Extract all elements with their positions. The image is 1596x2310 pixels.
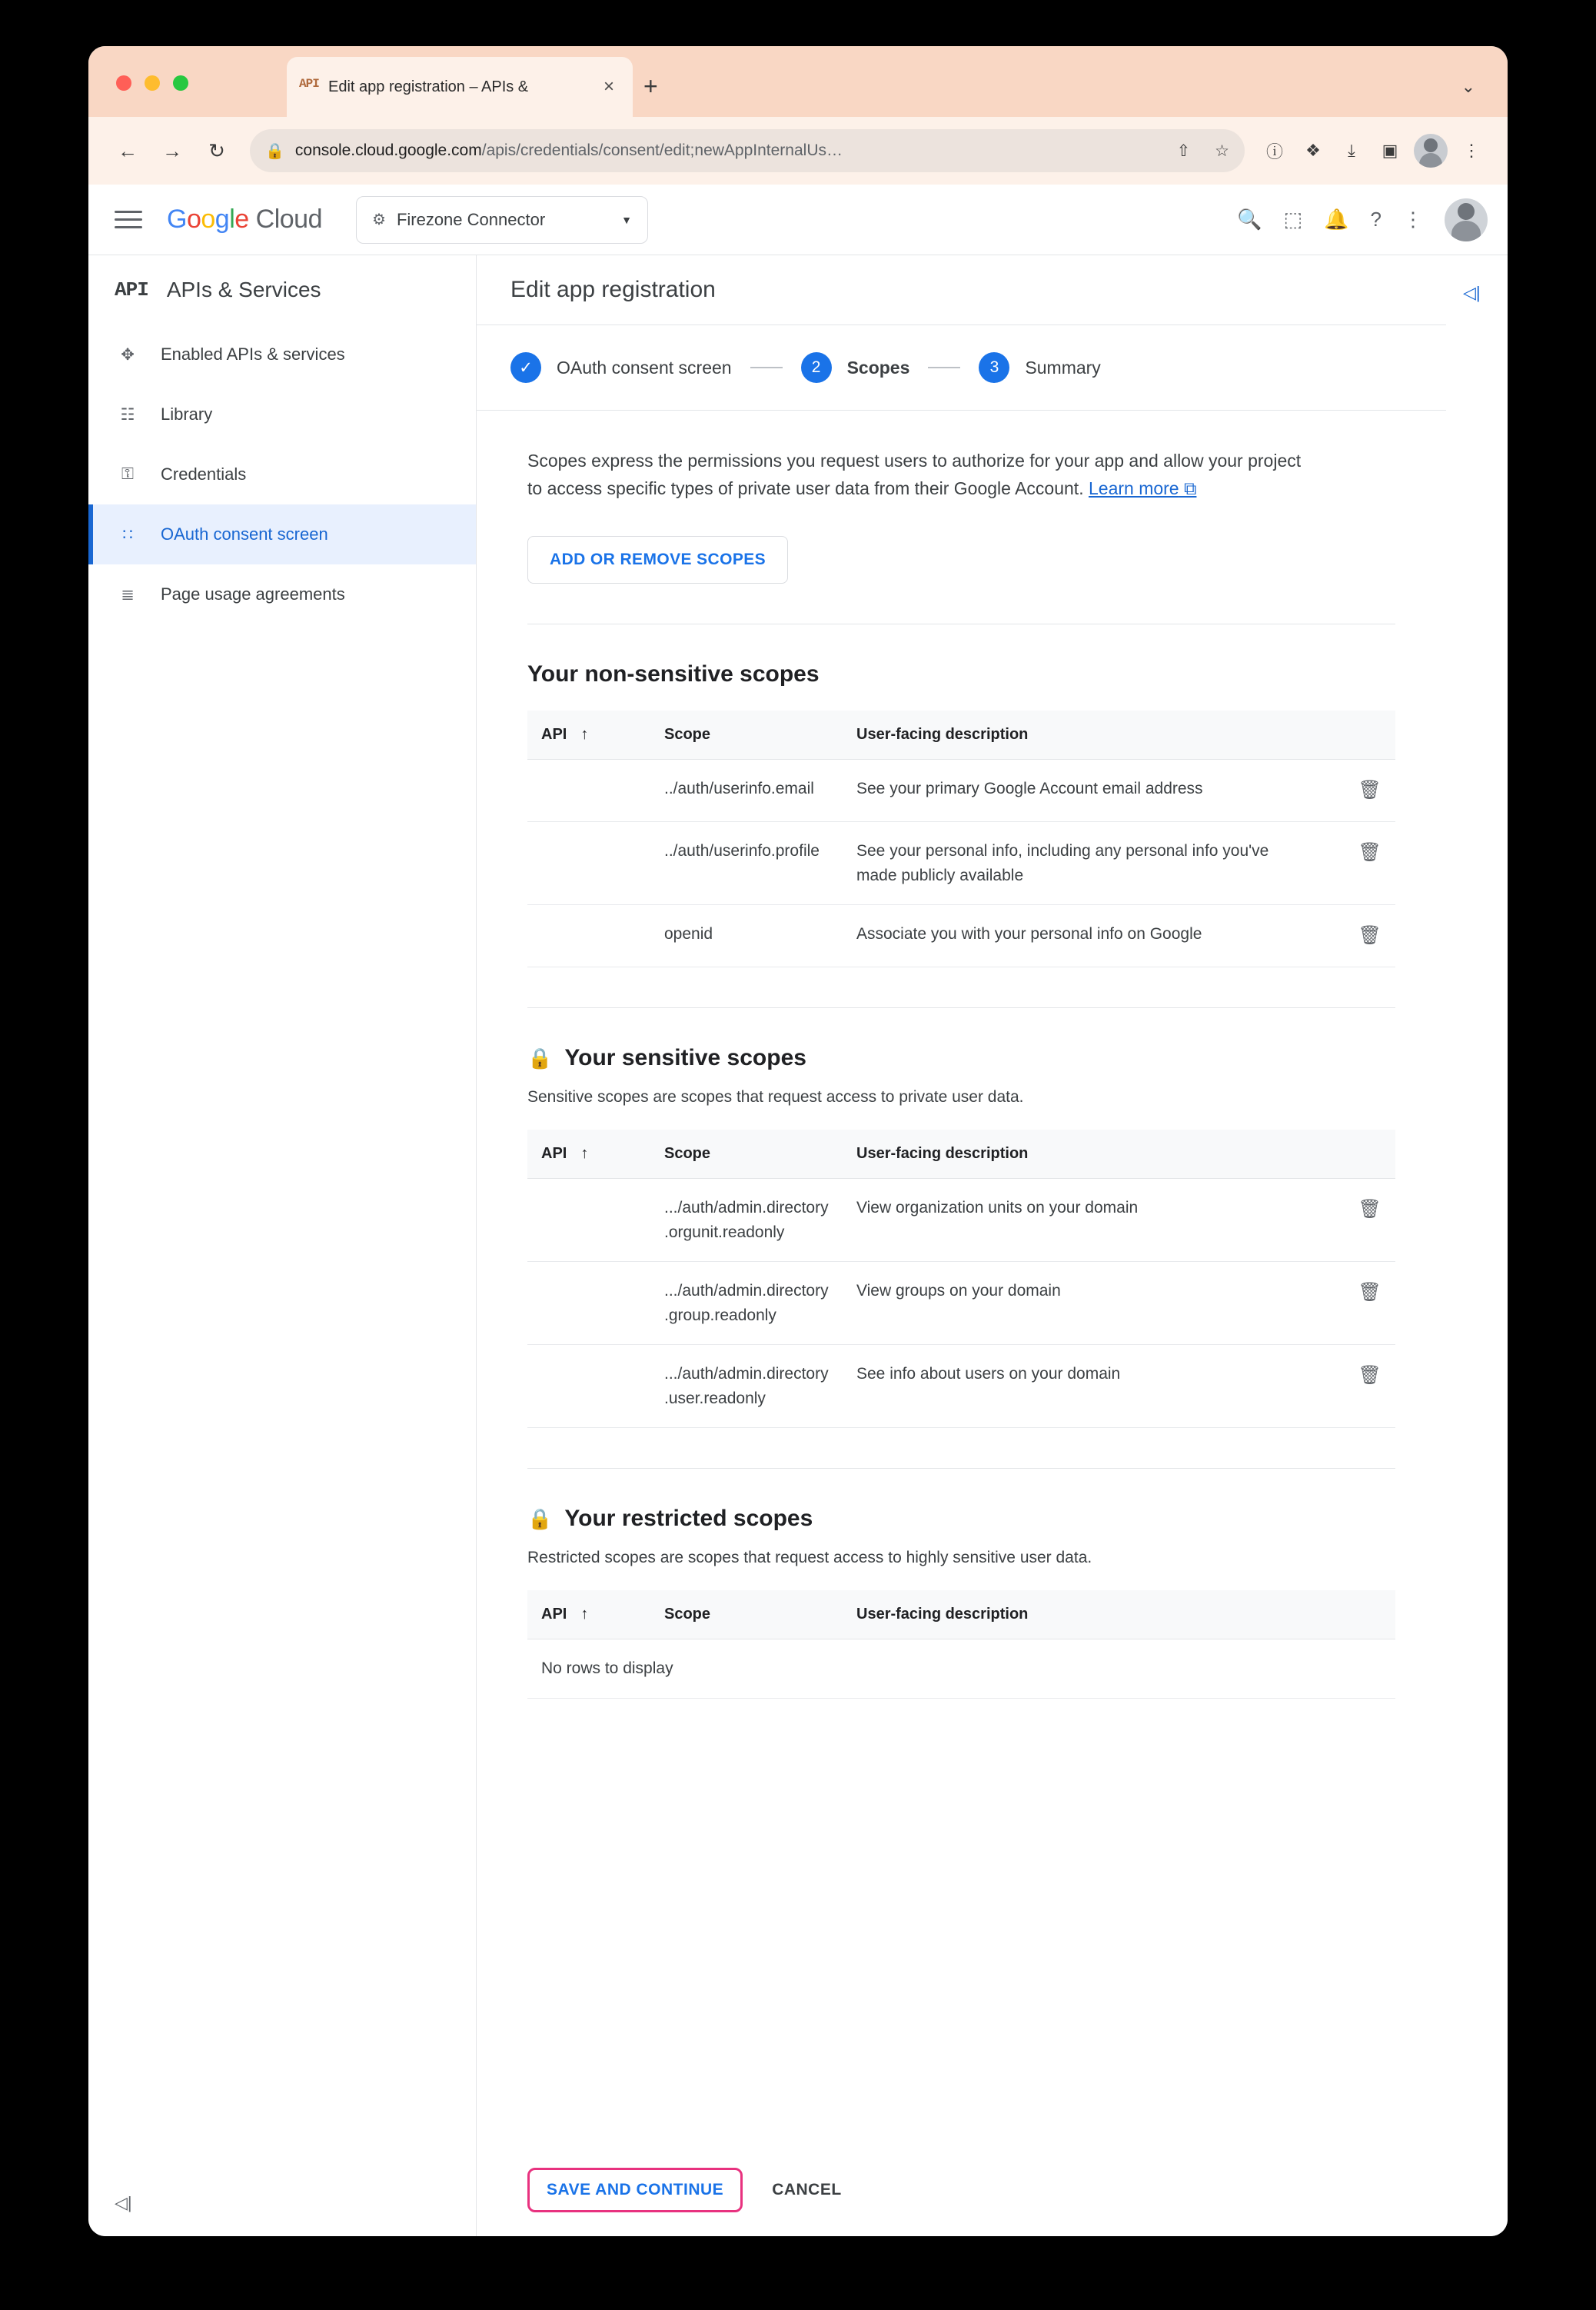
reload-button[interactable]: ↻ <box>208 138 225 162</box>
step-summary[interactable] <box>979 352 1100 383</box>
column-label: API <box>541 726 567 744</box>
delete-icon[interactable]: 🗑 <box>1358 842 1382 864</box>
table-header-row <box>527 1130 1395 1179</box>
sidebar <box>88 255 477 2236</box>
divider <box>750 367 783 368</box>
table-header-row <box>527 1590 1395 1639</box>
back-button[interactable]: ← <box>118 138 138 162</box>
cell-delete <box>1311 905 1395 967</box>
cell-scope: .../auth/admin.directory.group.readonly <box>650 1262 843 1345</box>
more-options-icon[interactable]: ⋮ <box>1403 208 1423 231</box>
cell-delete <box>1311 1179 1395 1262</box>
right-pane-toggle <box>1446 255 1508 2236</box>
delete-icon[interactable]: 🗑 <box>1358 925 1382 947</box>
restricted-scopes-table <box>527 1590 1395 1699</box>
column-header-description[interactable]: User-facing description <box>843 1130 1311 1179</box>
key-icon: ⚿ <box>121 465 134 483</box>
sidebar-item-label: Page usage agreements <box>161 584 345 604</box>
column-header-actions <box>1311 1590 1395 1639</box>
library-icon: ☷ <box>120 405 135 424</box>
delete-icon[interactable]: 🗑 <box>1358 1282 1382 1303</box>
sidebar-item-oauth-consent-screen[interactable] <box>88 504 476 564</box>
cell-description: View groups on your domain <box>843 1262 1311 1345</box>
help-icon[interactable]: ? <box>1370 208 1382 231</box>
sidebar-item-label: Credentials <box>161 464 247 484</box>
sidebar-item-credentials[interactable] <box>88 444 476 504</box>
table-row <box>527 822 1395 905</box>
delete-icon[interactable]: 🗑 <box>1358 780 1382 801</box>
search-icon[interactable]: 🔍 <box>1237 208 1262 231</box>
learn-more-label: Learn more <box>1088 478 1179 498</box>
cell-scope: .../auth/admin.directory.user.readonly <box>650 1345 843 1428</box>
agreements-icon: ≣ <box>121 585 135 604</box>
save-and-continue-button[interactable] <box>527 2168 743 2212</box>
external-link-icon: ⧉ <box>1184 478 1197 498</box>
close-icon[interactable]: × <box>603 76 614 97</box>
add-or-remove-scopes-button[interactable] <box>527 536 788 584</box>
restricted-scopes-heading <box>527 1506 1412 1532</box>
sidebar-item-label: OAuth consent screen <box>161 524 328 544</box>
lock-icon: 🔒 <box>265 142 284 160</box>
column-header-api[interactable] <box>527 1590 650 1639</box>
close-window-button[interactable] <box>116 75 131 91</box>
column-label: API <box>541 1606 567 1623</box>
column-header-api[interactable] <box>527 711 650 760</box>
column-header-scope[interactable]: Scope <box>650 1130 843 1179</box>
cell-scope: .../auth/admin.directory.orgunit.readonly <box>650 1179 843 1262</box>
collapse-pane-icon[interactable]: ◁| <box>1463 283 1481 302</box>
cloud-shell-icon[interactable]: ⬚ <box>1283 208 1303 231</box>
cell-description: See info about users on your domain <box>843 1345 1311 1428</box>
cell-description: See your primary Google Account email address <box>843 760 1311 822</box>
cell-api <box>527 1345 650 1428</box>
sensitive-scopes-heading <box>527 1045 1412 1071</box>
cell-scope: openid <box>650 905 843 967</box>
step-scopes[interactable] <box>801 352 910 383</box>
cell-scope: ../auth/userinfo.profile <box>650 822 843 905</box>
cell-scope: ../auth/userinfo.email <box>650 760 843 822</box>
chevron-down-icon[interactable]: ⌄ <box>1461 77 1475 96</box>
step-label: Summary <box>1025 357 1101 378</box>
forward-button[interactable]: → <box>162 138 182 162</box>
side-panel-icon[interactable]: ▣ <box>1382 141 1398 160</box>
browser-tab[interactable] <box>287 57 633 117</box>
new-tab-button[interactable]: + <box>643 72 658 100</box>
header-actions <box>1237 198 1488 241</box>
divider <box>527 1468 1395 1469</box>
url-host: console.cloud.google.com <box>294 141 482 159</box>
info-icon[interactable]: ⓘ <box>1265 141 1283 161</box>
sidebar-item-label: Enabled APIs & services <box>161 345 345 364</box>
cell-description: See your personal info, including any personal info you've made publicly available <box>843 822 1311 905</box>
column-header-api[interactable] <box>527 1130 650 1179</box>
api-favicon-icon: API <box>299 77 319 91</box>
url-path: /apis/credentials/consent/edit;newAppInternalUs… <box>481 141 843 159</box>
cell-api <box>527 905 650 967</box>
divider <box>527 1007 1395 1008</box>
column-header-actions <box>1311 1130 1395 1179</box>
google-cloud-logo[interactable]: Google Cloud <box>167 205 322 234</box>
column-header-scope[interactable]: Scope <box>650 1590 843 1639</box>
sidebar-item-page-usage-agreements[interactable] <box>88 564 476 624</box>
restricted-scopes-description: Restricted scopes are scopes that request access to highly sensitive user data. <box>527 1549 1092 1567</box>
step-number: 2 <box>801 352 832 383</box>
url-text <box>295 141 843 160</box>
sort-ascending-icon: ↑ <box>580 726 589 744</box>
scopes-intro <box>527 448 1304 502</box>
sort-ascending-icon: ↑ <box>580 1606 589 1623</box>
column-header-scope[interactable]: Scope <box>650 711 843 760</box>
browser-toolbar <box>88 117 1508 185</box>
bookmark-star-icon[interactable]: ☆ <box>1215 141 1229 160</box>
page-title: Edit app registration <box>510 277 716 302</box>
cloud-console-header <box>88 185 1508 255</box>
tab-strip <box>88 46 1508 117</box>
step-label: OAuth consent screen <box>557 357 732 378</box>
step-number: 3 <box>979 352 1009 383</box>
delete-icon[interactable]: 🗑 <box>1358 1199 1382 1220</box>
logo-cloud-text: Cloud <box>255 205 322 234</box>
sensitive-scopes-table <box>527 1130 1395 1428</box>
non-sensitive-scopes-heading: Your non-sensitive scopes <box>527 661 820 687</box>
consent-screen-icon: ∷ <box>122 525 133 544</box>
table-row <box>527 905 1395 967</box>
cell-api <box>527 1179 650 1262</box>
cancel-button[interactable] <box>772 2181 842 2199</box>
sidebar-item-label: Library <box>161 404 213 424</box>
sensitive-scopes-description: Sensitive scopes are scopes that request access to private user data. <box>527 1088 1024 1107</box>
profile-avatar[interactable] <box>1414 134 1448 168</box>
save-and-continue-label: SAVE AND CONTINUE <box>547 2181 724 2198</box>
table-empty-row <box>527 1639 1395 1699</box>
minimize-window-button[interactable] <box>145 75 160 91</box>
api-icon: API <box>115 278 148 301</box>
window-controls[interactable] <box>116 75 188 91</box>
cell-api <box>527 822 650 905</box>
sidebar-item-enabled-apis[interactable] <box>88 325 476 384</box>
maximize-window-button[interactable] <box>173 75 188 91</box>
no-rows-label: No rows to display <box>527 1639 1395 1699</box>
main-content <box>477 255 1446 2236</box>
divider <box>928 367 960 368</box>
table-row <box>527 760 1395 822</box>
column-header-description[interactable]: User-facing description <box>843 711 1311 760</box>
sidebar-product-name: APIs & Services <box>166 278 321 301</box>
add-or-remove-scopes-label: ADD OR REMOVE SCOPES <box>550 551 766 569</box>
collapse-sidebar-icon[interactable]: ◁| <box>115 2193 132 2212</box>
delete-icon[interactable]: 🗑 <box>1358 1365 1382 1386</box>
cell-delete <box>1311 760 1395 822</box>
project-icon: ⚙ <box>372 211 386 228</box>
table-row <box>527 1179 1395 1262</box>
chevron-down-icon: ▼ <box>621 213 632 226</box>
share-icon[interactable]: ⇧ <box>1176 141 1191 160</box>
account-avatar[interactable] <box>1445 198 1488 241</box>
lock-icon: 🔒 <box>527 1046 553 1070</box>
cell-delete <box>1311 1345 1395 1428</box>
project-name: Firezone Connector <box>396 209 546 229</box>
cell-delete <box>1311 822 1395 905</box>
scopes-scroll-area[interactable] <box>477 411 1446 2144</box>
column-header-description[interactable]: User-facing description <box>843 1590 1311 1639</box>
lock-icon: 🔒 <box>527 1506 553 1530</box>
non-sensitive-scopes-table <box>527 711 1395 967</box>
step-label: Scopes <box>846 357 910 378</box>
apis-icon: ✥ <box>121 345 135 364</box>
column-header-actions <box>1311 711 1395 760</box>
cell-delete <box>1311 1262 1395 1345</box>
console-body <box>88 255 1508 2236</box>
downloads-icon[interactable]: ⤓ <box>1348 141 1355 160</box>
browser-menu-icon[interactable]: ⋮ <box>1463 141 1480 160</box>
browser-window <box>88 46 1508 2236</box>
cancel-label: CANCEL <box>772 2181 842 2198</box>
sidebar-item-library[interactable] <box>88 384 476 444</box>
sort-ascending-icon: ↑ <box>580 1145 589 1163</box>
address-bar[interactable] <box>250 129 1245 172</box>
step-number: ✓ <box>510 352 541 383</box>
step-oauth-consent-screen[interactable] <box>510 352 732 383</box>
restricted-scopes-heading-label: Your restricted scopes <box>564 1506 813 1532</box>
notifications-icon[interactable]: 🔔 <box>1324 208 1349 231</box>
table-row <box>527 1262 1395 1345</box>
tab-title: Edit app registration – APIs & <box>328 78 529 95</box>
table-header-row <box>527 711 1395 760</box>
extensions-icon[interactable]: ❖ <box>1305 141 1321 160</box>
cell-description: View organization units on your domain <box>843 1179 1311 1262</box>
sensitive-scopes-heading-label: Your sensitive scopes <box>564 1045 806 1071</box>
cell-api <box>527 1262 650 1345</box>
cell-description: Associate you with your personal info on Google <box>843 905 1311 967</box>
wizard-footer <box>477 2144 1446 2236</box>
scopes-intro-text: Scopes express the permissions you request users to authorize for your app and allow your project to access specific types of private user data from their Google Account. <box>527 451 1302 498</box>
wizard-stepper <box>477 325 1446 411</box>
navigation-menu-icon[interactable] <box>108 200 148 240</box>
column-label: API <box>541 1145 567 1163</box>
sidebar-title <box>88 255 476 325</box>
cell-api <box>527 760 650 822</box>
table-row <box>527 1345 1395 1428</box>
project-picker[interactable] <box>356 196 648 244</box>
learn-more-link[interactable] <box>1089 478 1196 498</box>
